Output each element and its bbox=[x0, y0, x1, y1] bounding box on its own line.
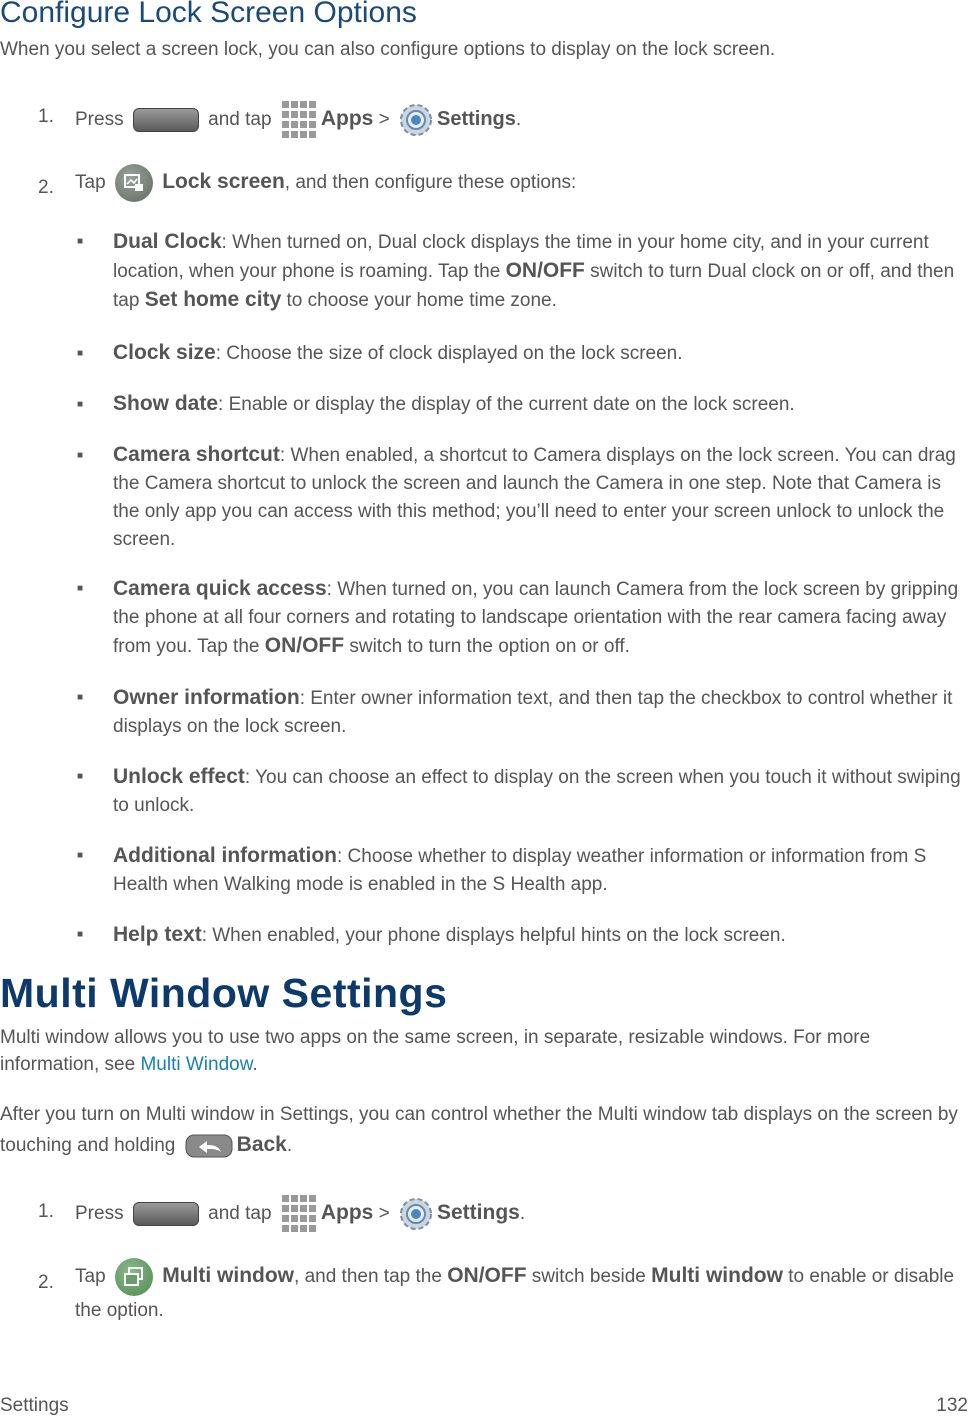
step-text: , and then tap the bbox=[294, 1266, 448, 1288]
bullet-icon: ■ bbox=[77, 399, 84, 410]
list-item bbox=[113, 684, 971, 741]
step-2 bbox=[75, 164, 970, 202]
set-home-city-label: Set home city bbox=[144, 288, 282, 311]
option-text: : Choose whether to display weather information or information from S Health when Walking mode is enabled in the S Health app. bbox=[113, 846, 927, 895]
home-key-icon bbox=[133, 108, 199, 132]
multi-window-label: Multi window bbox=[162, 1264, 295, 1288]
step-text: switch beside bbox=[526, 1266, 652, 1288]
option-term: Camera quick access bbox=[113, 577, 327, 600]
step-text: to enable or disable the option. bbox=[75, 1266, 955, 1321]
list-item bbox=[113, 390, 971, 419]
step-text: , and then configure these options: bbox=[284, 172, 577, 194]
section-intro: When you select a screen lock, you can also configure options to display on the lock screen. bbox=[0, 39, 776, 60]
section-heading: Multi Window Settings bbox=[0, 970, 448, 1016]
bullet-icon: ■ bbox=[77, 929, 84, 940]
list-item bbox=[113, 763, 971, 820]
apps-grid-icon bbox=[281, 100, 317, 140]
section-heading: Configure Lock Screen Options bbox=[0, 0, 417, 29]
step-text: Tap bbox=[75, 172, 106, 194]
step-2 bbox=[75, 1258, 970, 1326]
multi-window-icon bbox=[115, 1258, 153, 1296]
bullet-icon: ■ bbox=[77, 348, 84, 359]
step-text: . bbox=[519, 1203, 526, 1225]
option-term: Owner information bbox=[113, 686, 300, 709]
apps-label: Apps bbox=[320, 107, 374, 131]
step-1 bbox=[75, 100, 970, 140]
apps-grid-icon bbox=[281, 1194, 317, 1234]
option-text: : When turned on, Dual clock displays the time in your home city, and in your current location, when your phone is roaming. Tap the bbox=[113, 232, 929, 282]
option-text: : When enabled, a shortcut to Camera displays on the lock screen. You can drag the Camera shortcut to unlock the screen and launch the Camera in one step. Note that Camera is the only app you can access with this method; you’ll need to enter your screen unlock to unlock the screen. bbox=[113, 445, 956, 550]
list-item bbox=[113, 921, 971, 950]
paragraph-text: After you turn on Multi window in Settings, you can control whether the Multi window tab displays on the screen by touching and holding bbox=[0, 1104, 958, 1156]
multi-window-link[interactable]: Multi Window bbox=[140, 1054, 253, 1075]
bullet-icon: ■ bbox=[77, 450, 84, 461]
lock-screen-label: Lock screen bbox=[162, 170, 285, 194]
bullet-icon: ■ bbox=[77, 583, 84, 594]
list-item bbox=[113, 228, 971, 315]
on-off-label: ON/OFF bbox=[447, 1264, 527, 1288]
back-label: Back bbox=[236, 1133, 287, 1156]
bullet-icon: ■ bbox=[77, 692, 84, 703]
step-text: Press bbox=[75, 1203, 124, 1225]
option-text: : When turned on, you can launch Camera from the lock screen by gripping the phone at all four corners and rotating to landscape orientation with the rear camera facing away from you. Tap the bbox=[113, 579, 959, 657]
step-number: 1. bbox=[38, 1201, 54, 1222]
list-item bbox=[113, 842, 971, 899]
option-text: : You can choose an effect to display on the screen when you touch it without swiping to unlock. bbox=[113, 767, 961, 816]
option-text: to choose your home time zone. bbox=[281, 290, 557, 311]
on-off-label: ON/OFF bbox=[505, 259, 585, 282]
option-text: : Choose the size of clock displayed on the lock screen. bbox=[215, 343, 683, 364]
list-item bbox=[113, 339, 971, 368]
option-text: switch to turn Dual clock on or off, and then tap bbox=[113, 261, 955, 311]
step-text: and tap bbox=[208, 109, 272, 131]
option-term: Show date bbox=[113, 392, 219, 415]
multi-window-label: Multi window bbox=[651, 1264, 783, 1288]
section-paragraph bbox=[0, 1100, 970, 1161]
bullet-icon: ■ bbox=[77, 771, 84, 782]
step-text: Press bbox=[75, 109, 124, 131]
option-text: : When enabled, your phone displays helpful hints on the lock screen. bbox=[201, 925, 786, 946]
settings-label: Settings bbox=[437, 1201, 520, 1225]
on-off-label: ON/OFF bbox=[264, 634, 345, 657]
apps-label: Apps bbox=[320, 1201, 374, 1225]
option-term: Unlock effect bbox=[113, 765, 245, 788]
back-icon bbox=[185, 1133, 233, 1159]
bullet-icon: ■ bbox=[77, 236, 84, 247]
option-text: : Enter owner information text, and then tap the checkbox to control whether it displays on the lock screen. bbox=[113, 688, 953, 737]
paragraph-text: . bbox=[286, 1135, 293, 1156]
separator: > bbox=[378, 109, 390, 131]
settings-gear-icon bbox=[397, 1195, 435, 1233]
section-intro bbox=[0, 1024, 970, 1078]
bullet-icon: ■ bbox=[77, 850, 84, 861]
settings-label: Settings bbox=[437, 108, 516, 131]
option-text: : Enable or display the display of the current date on the lock screen. bbox=[218, 394, 795, 415]
list-item bbox=[113, 575, 971, 661]
footer-section-name: Settings bbox=[0, 1395, 69, 1416]
step-text: . bbox=[515, 109, 522, 131]
option-term: Additional information bbox=[113, 844, 337, 867]
step-number: 1. bbox=[38, 106, 54, 127]
option-term: Camera shortcut bbox=[113, 443, 280, 466]
step-number: 2. bbox=[38, 1272, 54, 1293]
option-term: Dual Clock bbox=[113, 230, 222, 253]
step-text: and tap bbox=[208, 1203, 272, 1225]
page-number: 132 bbox=[936, 1395, 968, 1416]
option-term: Clock size bbox=[113, 341, 216, 364]
step-number: 2. bbox=[38, 177, 54, 198]
intro-text: Multi window allows you to use two apps on the same screen, in separate, resizable windows. For more information, see bbox=[0, 1027, 871, 1075]
intro-text: . bbox=[252, 1054, 258, 1075]
list-item bbox=[113, 441, 971, 554]
home-key-icon bbox=[133, 1202, 199, 1226]
settings-gear-icon bbox=[397, 101, 435, 139]
separator: > bbox=[378, 1203, 390, 1225]
step-text: Tap bbox=[75, 1266, 106, 1288]
step-1 bbox=[75, 1194, 970, 1234]
lock-screen-icon bbox=[115, 164, 153, 202]
option-text: switch to turn the option on or off. bbox=[344, 636, 630, 657]
option-term: Help text bbox=[113, 923, 202, 946]
